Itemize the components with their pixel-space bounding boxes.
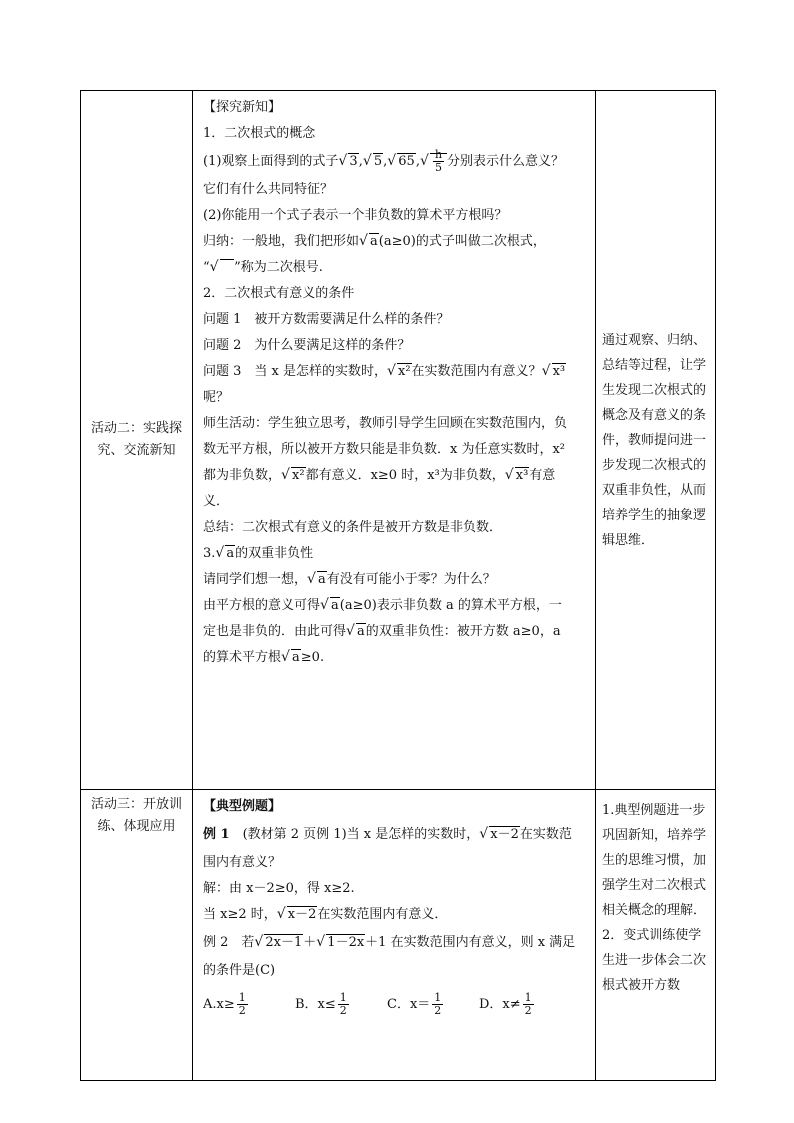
radical: √ 3: [339, 147, 358, 177]
radical: √ x³: [506, 463, 530, 489]
option-c: C．x＝ $\frac{1}{2}$: [387, 991, 442, 1017]
radical: √ a: [282, 645, 301, 671]
radical: √ x³: [543, 359, 567, 385]
section-heading: 【探究新知】: [203, 100, 282, 115]
radical: √ x²: [388, 359, 412, 385]
explore-row: [81, 91, 716, 790]
summary-line: 归纳：一般地，我们把形如√ a(a≥0)的式子叫做二次根式，: [203, 229, 587, 255]
radical: √ x²: [282, 463, 306, 489]
radical: √ x－2: [278, 902, 318, 928]
option-a: A.x≥ $\frac{1}{2}$: [203, 991, 246, 1017]
apply-row: [81, 790, 716, 1081]
explore-content: [193, 91, 596, 790]
answer-options: [203, 990, 587, 1020]
question-1: (1)观察上面得到的式子√ 3,√ 5,√ 65, √ $\frac{h}{5}$ 分别表示什么意义？: [203, 147, 587, 177]
radical: √ a: [308, 567, 327, 593]
radical: √ 1－2x: [317, 928, 365, 958]
activity-label: 活动二：实践探究、交流新知: [81, 91, 193, 790]
radical: √ a: [216, 541, 235, 567]
design-notes: 1.典型例题进一步巩固新知，培养学生的思维习惯，加强学生对二次根式相关概念的理解．2．变式训练使学生进一步体会二次根式被开方数: [596, 790, 716, 1081]
example-2-cont: 的条件是(C): [203, 963, 276, 978]
design-notes: 通过观察、归纳、总结等过程，让学生发现二次根式的概念及有意义的条件，教师提问进一步发现二次根式的双重非负性，从而培养学生的抽象逻辑思维．: [596, 91, 716, 790]
teacher-activity-2: 数无平方根，所以被开方数只能是非负数．x 为任意实数时，x²: [203, 442, 566, 457]
explanation-3: 的算术平方根√ a≥0.: [203, 645, 587, 671]
radical: √ x－2: [480, 820, 520, 850]
question-1-cont: 它们有什么共同特征？: [203, 182, 334, 197]
example-2: 例 2 若√ 2x－1＋√ 1－2x＋1 在实数范围内有意义，则 x 满足: [203, 928, 587, 958]
prompt: 请同学们想一想，√ a有没有可能小于零？为什么？: [203, 567, 587, 593]
problem-2: 问题 2 为什么要满足这样的条件？: [203, 338, 411, 353]
radical: √ a: [321, 593, 340, 619]
section-heading: 【典型例题】: [203, 799, 282, 814]
subsection-title: 1．二次根式的概念: [203, 126, 316, 141]
solution-1: 解：由 x－2≥0，得 x≥2.: [203, 881, 355, 896]
problem-1: 问题 1 被开方数需要满足什么样的条件？: [203, 312, 450, 327]
explanation-2: 定也是非负的．由此可得√ a的双重非负性：被开方数 a≥0，a: [203, 619, 587, 645]
option-d: D．x≠ $\frac{1}{2}$: [479, 991, 532, 1017]
teacher-activity-1: 师生活动：学生独立思考，教师引导学生回顾在实数范围内，负: [203, 416, 568, 431]
radical: [421, 147, 447, 177]
radical: √ 65: [388, 147, 416, 177]
radical: √ a: [360, 229, 379, 255]
summary-line-2: “√ ”称为二次根号.: [203, 255, 587, 281]
teacher-activity-4: 义．: [203, 494, 230, 509]
radical: √ 2x－1: [255, 928, 303, 958]
example-1-cont: 围内有意义？: [203, 855, 282, 870]
radical: √ 5: [364, 147, 383, 177]
problem-3-cont: 呢？: [203, 390, 230, 405]
apply-content: [193, 790, 596, 1081]
question-2: (2)你能用一个式子表示一个非负数的算术平方根吗？: [203, 208, 508, 223]
radical: √ a: [347, 619, 366, 645]
option-b: B．x≤ $\frac{1}{2}$: [295, 991, 347, 1017]
fraction: √ $\frac{h}{5}$: [434, 148, 443, 174]
radical-sign: [211, 255, 234, 281]
explanation-1: 由平方根的意义可得√ a(a≥0)表示非负数 a 的算术平方根，一: [203, 593, 587, 619]
example-1: 例 1 (教材第 2 页例 1)当 x 是怎样的实数时，√ x－2在实数范: [203, 820, 587, 850]
subsection-title: 3.√ a的双重非负性: [203, 541, 587, 567]
activity-label: 活动三：开放训练、体现应用: [81, 790, 193, 1081]
problem-3: 问题 3 当 x 是怎样的实数时，√ x²在实数范围内有意义？√ x³: [203, 359, 587, 385]
subsection-title: 2．二次根式有意义的条件: [203, 286, 355, 301]
solution-2: 当 x≥2 时，√ x－2在实数范围内有意义．: [203, 902, 587, 928]
conclusion: 总结：二次根式有意义的条件是被开方数是非负数．: [203, 520, 503, 535]
lesson-table: [80, 90, 716, 1081]
teacher-activity-3: 都为非负数，√ x²都有意义．x≥0 时，x³为非负数，√ x³有意: [203, 463, 587, 489]
